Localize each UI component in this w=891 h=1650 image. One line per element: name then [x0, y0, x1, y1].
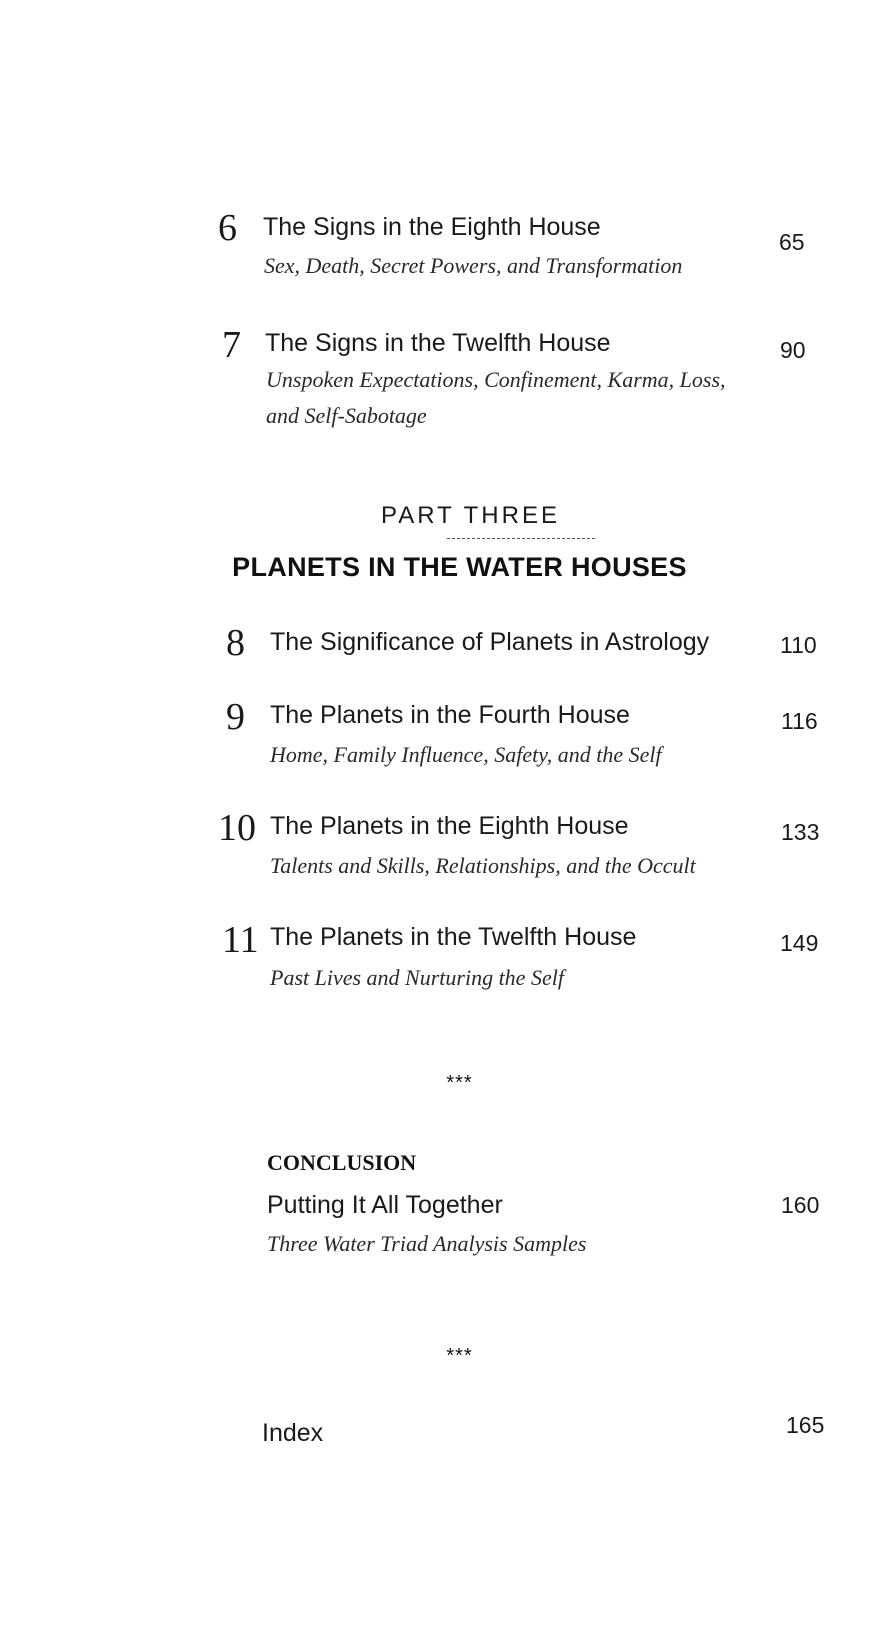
chapter-title: Putting It All Together — [267, 1191, 503, 1219]
page-number: 116 — [781, 708, 818, 734]
chapter-title: The Signs in the Twelfth House — [265, 329, 611, 357]
chapter-subtitle: Unspoken Expectations, Confinement, Karma, Loss, and Self-Sabotage — [266, 367, 726, 428]
chapter-number: 8 — [226, 622, 245, 664]
page-number: 90 — [780, 337, 806, 363]
section-separator: *** — [446, 1072, 473, 1094]
chapter-title: The Planets in the Eighth House — [270, 812, 629, 840]
page-number: 110 — [780, 632, 817, 658]
part-label: PART THREE — [381, 502, 560, 529]
chapter-subtitle: Three Water Triad Analysis Samples — [267, 1231, 587, 1256]
page-number: 149 — [780, 930, 819, 956]
chapter-title: The Significance of Planets in Astrology — [270, 628, 710, 656]
chapter-subtitle: Sex, Death, Secret Powers, and Transformation — [264, 253, 683, 278]
page-number: 165 — [786, 1412, 825, 1438]
chapter-title: The Planets in the Fourth House — [270, 701, 630, 729]
chapter-title: Index — [262, 1419, 324, 1447]
chapter-title: The Planets in the Twelfth House — [270, 923, 637, 951]
page-number: 160 — [781, 1192, 820, 1218]
section-separator: *** — [446, 1345, 473, 1367]
page-number: 65 — [779, 229, 805, 255]
chapter-number: 6 — [218, 207, 237, 249]
conclusion-label: CONCLUSION — [267, 1150, 417, 1175]
chapter-subtitle: Past Lives and Nurturing the Self — [270, 965, 564, 990]
chapter-number: 9 — [226, 696, 245, 738]
chapter-number: 10 — [218, 807, 256, 849]
chapter-subtitle: Home, Family Influence, Safety, and the Self — [270, 742, 662, 767]
chapter-title: The Signs in the Eighth House — [263, 213, 601, 241]
page-number: 133 — [781, 819, 820, 845]
chapter-subtitle: Talents and Skills, Relationships, and the Occult — [270, 853, 696, 878]
chapter-number: 11 — [222, 919, 259, 961]
chapter-number: 7 — [222, 324, 241, 366]
part-divider — [447, 538, 595, 539]
part-title: PLANETS IN THE WATER HOUSES — [232, 552, 687, 582]
